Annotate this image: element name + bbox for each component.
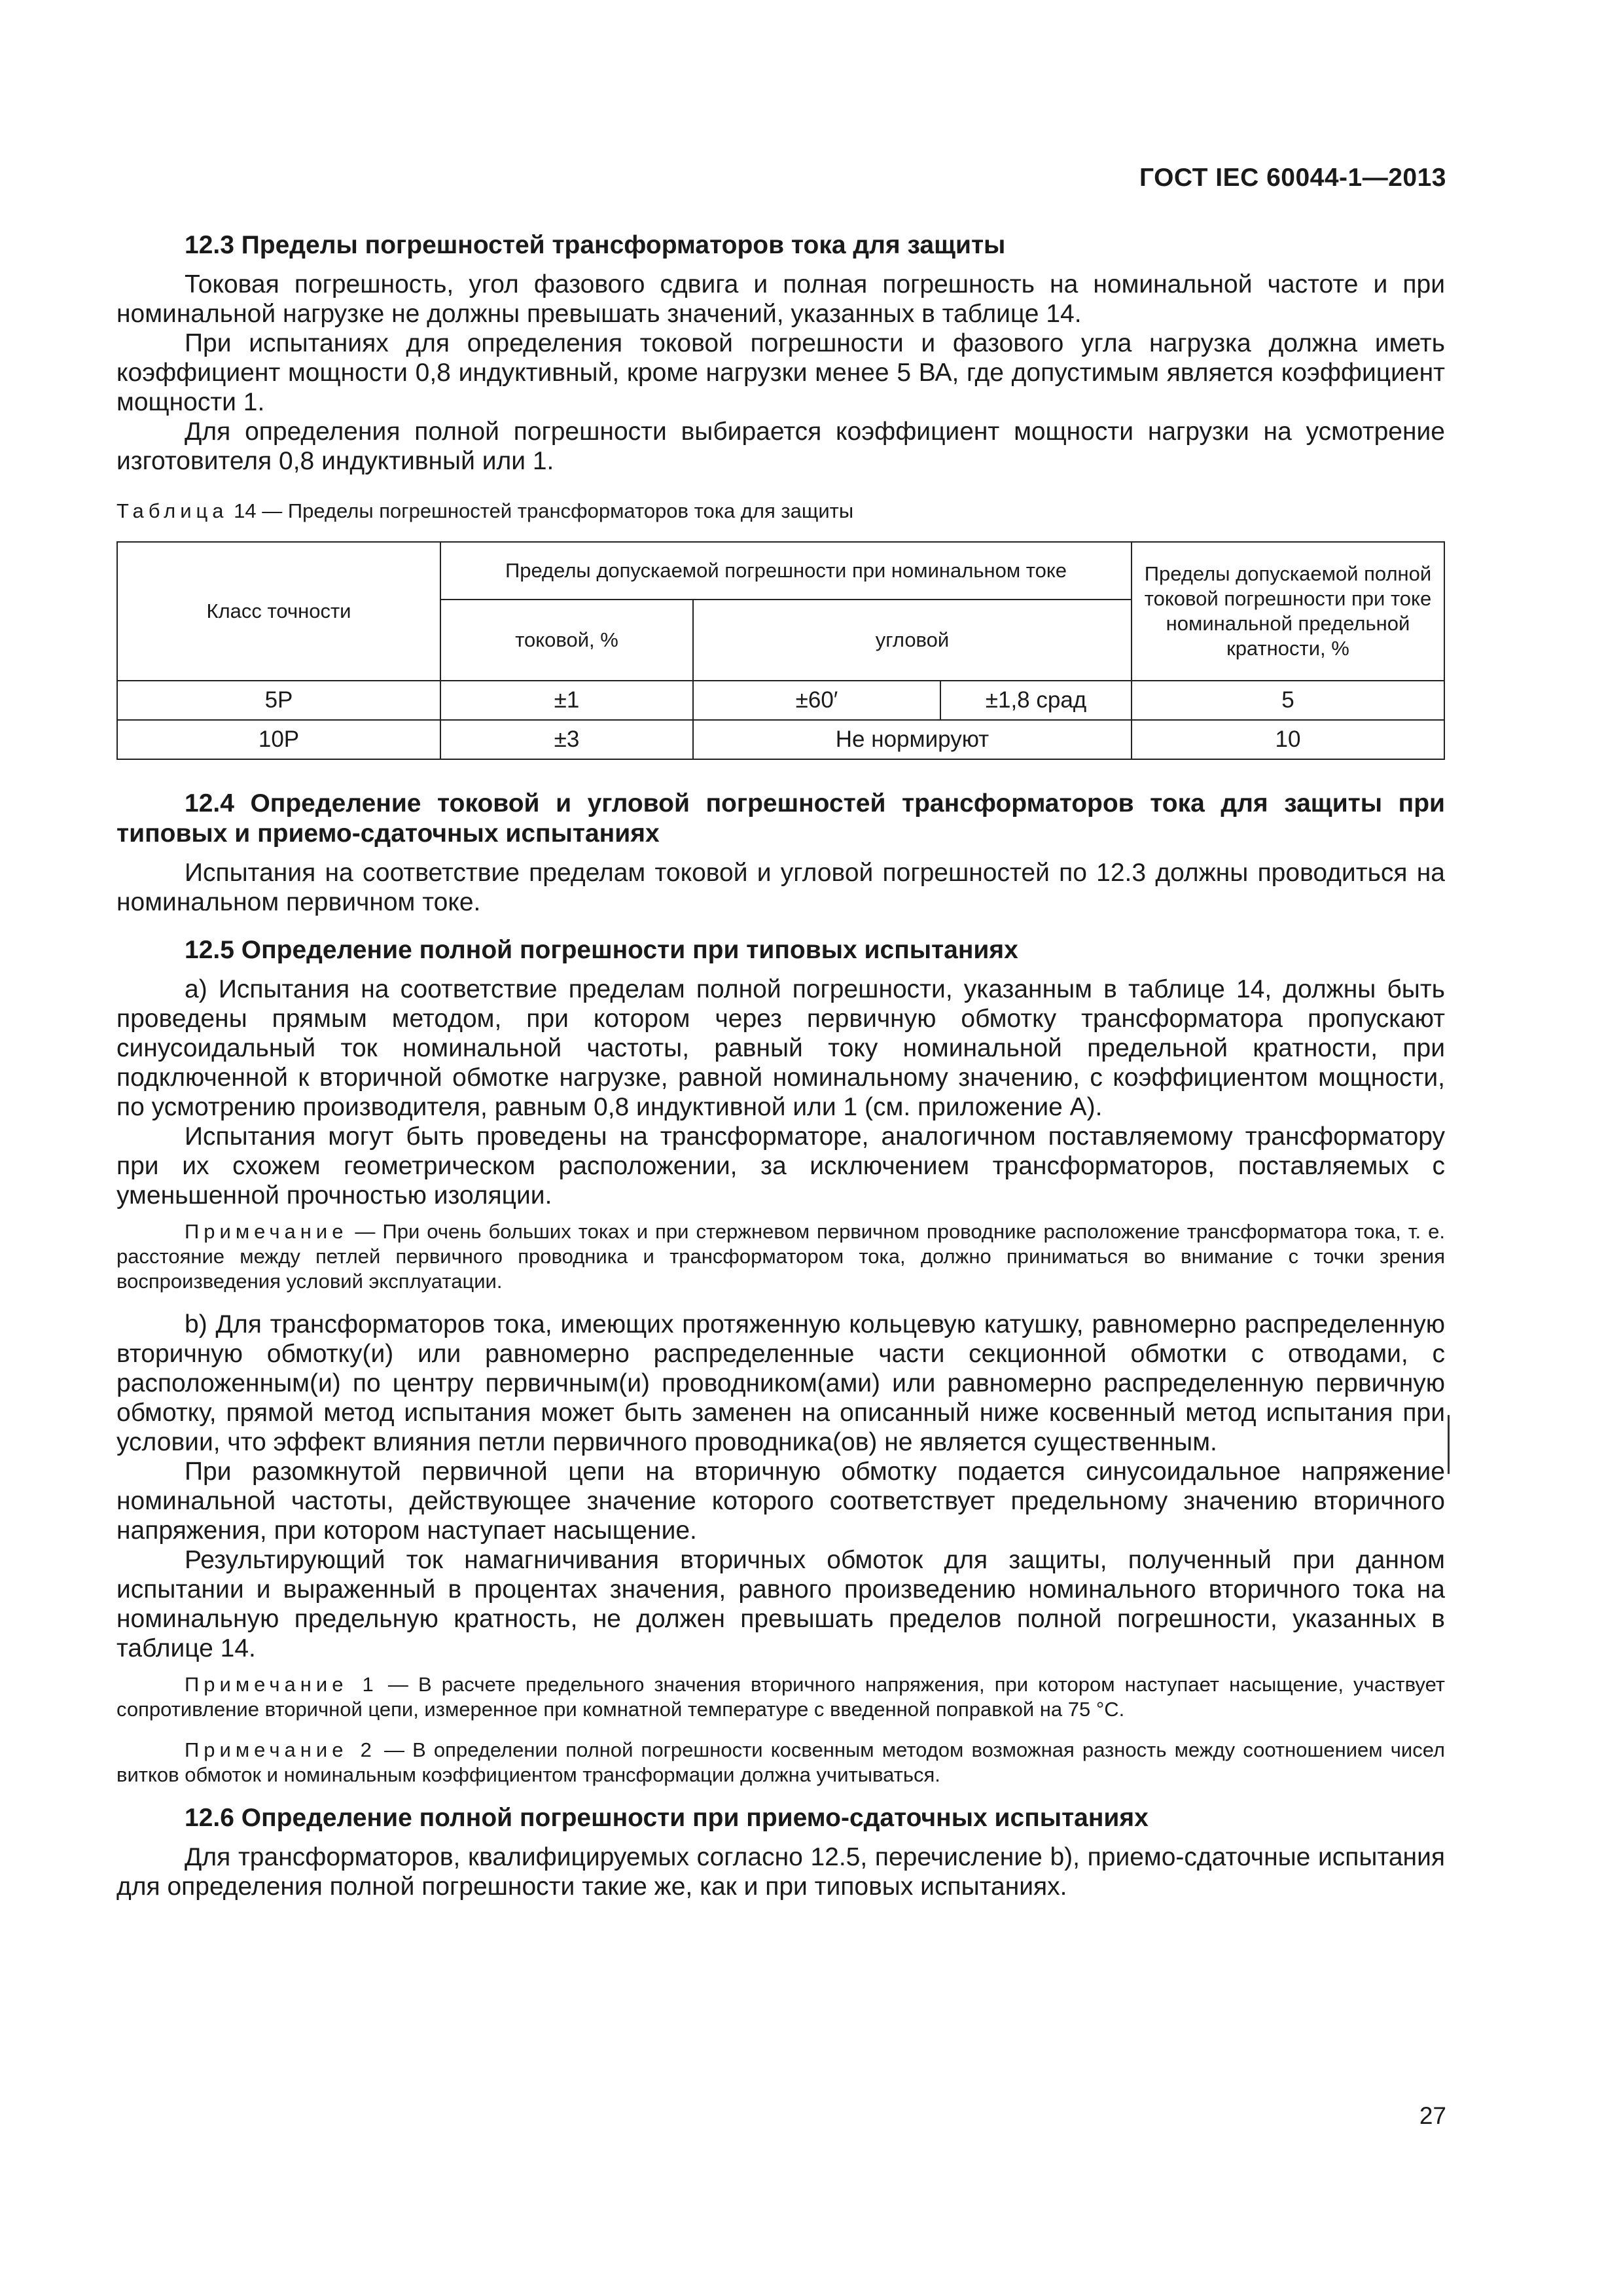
table-caption-label: Таблица — [116, 499, 228, 522]
paragraph-b: b) Для трансформаторов тока, имеющих протяженную кольцевую катушку, равномерно распределенную вторичную обмотку(и) или равномерно распределенные части секционной обмотки с отводами, с расположенным(и) по центру первичным(и) проводником(ами) или равномерно распределенную первичную обмотку, прямой метод испытания может быть заменен на описанный ниже косвенный метод испытания при условии, что эффект влияния петли первичного проводника(ов) не является существенным. — [116, 1310, 1445, 1456]
cell-total: 5 — [1132, 681, 1444, 720]
paragraph: Для определения полной погрешности выбирается коэффициент мощности нагрузки на усмотрение изготовителя 0,8 индуктивный или 1. — [116, 418, 1445, 475]
paragraph: При разомкнутой первичной цепи на вторичную обмотку подается синусоидальное напряжение номинальной частоты, действующее значение которого соответствует предельному значению вторичного напряжения, при котором наступает насыщение. — [116, 1458, 1445, 1545]
cell-angle: Не нормируют — [693, 720, 1132, 759]
paragraph-a: а) Испытания на соответствие пределам полной погрешности, указанным в таблице 14, должны быть проведены прямым методом, при котором через первичную обмотку трансформатора пропускают синусоидальный ток номинальной частоты, равный току номинальной предельной кратности, при подключенной к вторичной обмотке нагрузке, равной номинальному значению, с коэффициентом мощности, по усмотрению производителя, равным 0,8 индуктивной или 1 (см. приложение А). — [116, 975, 1445, 1121]
page-number: 27 — [1419, 2102, 1446, 2129]
header-class: Класс точности — [117, 542, 440, 681]
note-label: Примечание — [185, 1220, 348, 1243]
section-12-3-title: 12.3 Пределы погрешностей трансформаторов тока для защиты — [185, 231, 1006, 259]
note-label: Примечание 1 — [185, 1673, 378, 1696]
header-total: Пределы допускаемой полной токовой погрешности при токе номинальной предельной кратности, % — [1132, 542, 1444, 681]
cell-angle-min: ±60′ — [693, 681, 940, 720]
note — [116, 1219, 1445, 1294]
table-row — [117, 681, 1444, 720]
paragraph: Испытания могут быть проведены на трансформаторе, аналогичном поставляемому трансформатору при их схожем геометрическом расположении, за исключением трансформаторов, поставляемых с уменьшенной прочностью изоляции. — [116, 1122, 1445, 1210]
section-12-5-title: 12.5 Определение полной погрешности при типовых испытаниях — [185, 936, 1018, 964]
note-text: — В определении полной погрешности косвенным методом возможная разность между соотношением чисел витков обмоток и номинальным коэффициентом трансформации должна учитываться. — [116, 1738, 1445, 1786]
paragraph: При испытаниях для определения токовой погрешности и фазового угла нагрузка должна иметь коэффициент мощности 0,8 индуктивный, кроме нагрузки менее 5 ВА, где допустимым является коэффициент мощности 1. — [116, 329, 1445, 416]
note-2 — [116, 1738, 1445, 1787]
paragraph: Для трансформаторов, квалифицируемых согласно 12.5, перечисление b), приемо-сдаточные испытания для определения полной погрешности такие же, как и при типовых испытаниях. — [116, 1843, 1445, 1901]
header-angle: угловой — [693, 600, 1132, 681]
cell-total: 10 — [1132, 720, 1444, 759]
standard-header: ГОСТ IEC 60044-1—2013 — [1139, 164, 1446, 192]
note-1 — [116, 1672, 1445, 1722]
table-14 — [116, 541, 1445, 760]
header-current: токовой, % — [440, 600, 693, 681]
table-row — [117, 720, 1444, 759]
cell-class: 10P — [117, 720, 440, 759]
header-limits: Пределы допускаемой погрешности при номинальном токе — [440, 542, 1132, 600]
section-12-6-title: 12.6 Определение полной погрешности при приемо-сдаточных испытаниях — [185, 1804, 1149, 1832]
cell-angle-crad: ±1,8 срад — [940, 681, 1132, 720]
table-caption-text: 14 — Пределы погрешностей трансформаторов тока для защиты — [228, 499, 854, 522]
cell-current: ±1 — [440, 681, 693, 720]
note-label: Примечание 2 — [185, 1738, 376, 1761]
change-bar — [1448, 1415, 1450, 1474]
paragraph: Токовая погрешность, угол фазового сдвига и полная погрешность на номинальной частоте и при номинальной нагрузке не должны превышать значений, указанных в таблице 14. — [116, 270, 1445, 328]
paragraph: Испытания на соответствие пределам токовой и угловой погрешностей по 12.3 должны проводиться на номинальном первичном токе. — [116, 859, 1445, 916]
cell-current: ±3 — [440, 720, 693, 759]
note-text: — При очень больших токах и при стержневом первичном проводнике расположение трансформатора тока, т. е. расстояние между петлей первичного проводника и трансформатором тока, должно приниматься во внимание с точки зрения воспроизведения условий эксплуатации. — [116, 1220, 1445, 1293]
paragraph: Результирующий ток намагничивания вторичных обмоток для защиты, полученный при данном испытании и выраженный в процентах значения, равного произведению номинального вторичного тока на номинальную предельную кратность, не должен превышать пределов полной погрешности, указанных в таблице 14. — [116, 1546, 1445, 1662]
page-content — [116, 230, 1445, 1901]
cell-class: 5P — [117, 681, 440, 720]
table-caption — [116, 498, 1445, 524]
note-text: — В расчете предельного значения вторичного напряжения, при котором наступает насыщение, участвует сопротивление вторичной цепи, измеренное при комнатной температуре с введенной поправкой на 75 °С. — [116, 1673, 1445, 1721]
section-12-4-title: 12.4 Определение токовой и угловой погрешностей трансформаторов тока для защиты при типовых и приемо-сдаточных испытаниях — [116, 789, 1445, 848]
